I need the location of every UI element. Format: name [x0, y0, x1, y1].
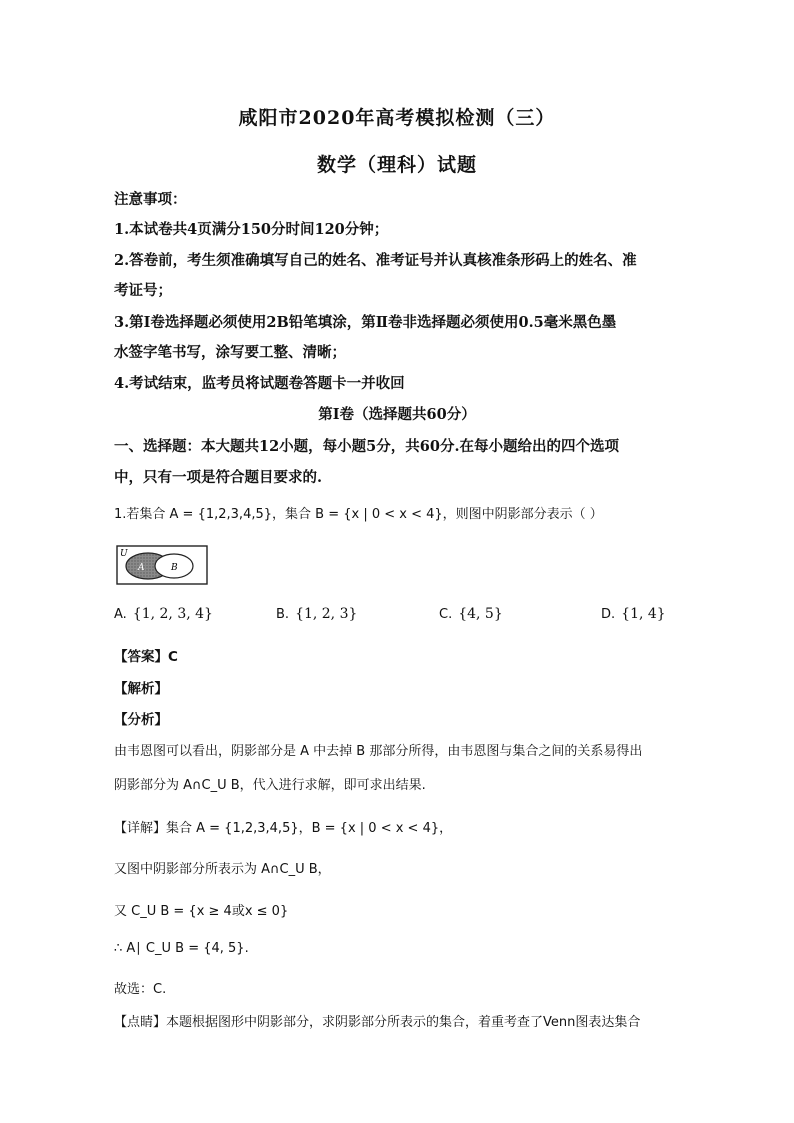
notes-item-2: 2.答卷前，考生须准确填写自己的姓名、准考证号并认真核准条形码上的姓名、准 [114, 252, 637, 269]
notes-item-1: 1.本试卷共4页满分150分时间120分钟； [114, 221, 389, 238]
notes-item-3: 3.第Ⅰ卷选择题必须使用2B铅笔填涂，第Ⅱ卷非选择题必须使用0.5毫米黑色墨 [114, 314, 617, 331]
fenxi-line-2: 阴影部分为 A∩C_U B，代入进行求解，即可求出结果. [114, 778, 426, 793]
section-intro-2: 中，只有一项是符合题目要求的. [114, 469, 323, 486]
notes-item-3-cont: 水签字笔书写，涂写要工整、清晰； [114, 344, 346, 361]
option-c [439, 606, 503, 622]
detail-line-4: ∴ A∣ C_U B = {4, 5}. [114, 941, 249, 956]
option-b-label: B. [276, 607, 290, 622]
option-d-label: D. [601, 607, 616, 622]
option-c-label: C. [439, 607, 453, 622]
comment-line: 【点睛】本题根据图形中阴影部分，求阴影部分所表示的集合，着重考查了Venn图表达集合 [114, 1015, 641, 1030]
detail-line-3: 又 C_U B = {x ≥ 4或x ≤ 0} [114, 904, 289, 919]
analysis-tag: 【解析】 [114, 681, 168, 697]
detail-line-2: 又图中阴影部分所表示为 A∩C_U B， [114, 862, 331, 877]
question-stem: 1.若集合 A = {1,2,3,4,5}，集合 B = {x | 0 < x < 4}，则图中阴影部分表示（ ） [114, 507, 603, 522]
section-intro-1: 一、选择题：本大题共12小题，每小题5分，共60分.在每小题给出的四个选项 [114, 438, 619, 455]
notes-item-2-cont: 考证号； [114, 282, 172, 299]
option-a [114, 606, 213, 622]
notes-heading: 注意事项： [114, 191, 187, 208]
detail-line-1: 【详解】集合 A = {1,2,3,4,5}，B = {x | 0 < x < 4}， [114, 821, 453, 836]
venn-label-b: B [171, 563, 178, 573]
option-a-label: A. [114, 607, 127, 622]
fenxi-line-1: 由韦恩图可以看出，阴影部分是 A 中去掉 B 那部分所得，由韦恩图与集合之间的关系易得出 [114, 744, 643, 759]
page-subtitle: 数学（理科）试题 [316, 154, 477, 176]
detail-line-5: 故选：C. [114, 982, 167, 997]
option-d-value: {1, 4} [621, 606, 666, 622]
option-b-value: {1, 2, 3} [295, 606, 358, 622]
venn-label-u: U [120, 549, 128, 559]
option-a-value: {1, 2, 3, 4} [132, 606, 213, 622]
fenxi-tag: 【分析】 [114, 712, 168, 728]
venn-label-a: A [138, 563, 145, 573]
section-title: 第Ⅰ卷（选择题共60分） [318, 406, 476, 423]
option-c-value: {4, 5} [458, 606, 503, 622]
venn-diagram [116, 545, 208, 585]
answer-line: 【答案】C [114, 649, 178, 665]
option-d [601, 606, 666, 622]
page-title: 咸阳市2020年高考模拟检测（三） [238, 107, 556, 129]
option-b [276, 606, 357, 622]
notes-item-4: 4.考试结束，监考员将试题卷答题卡一并收回 [114, 375, 405, 392]
